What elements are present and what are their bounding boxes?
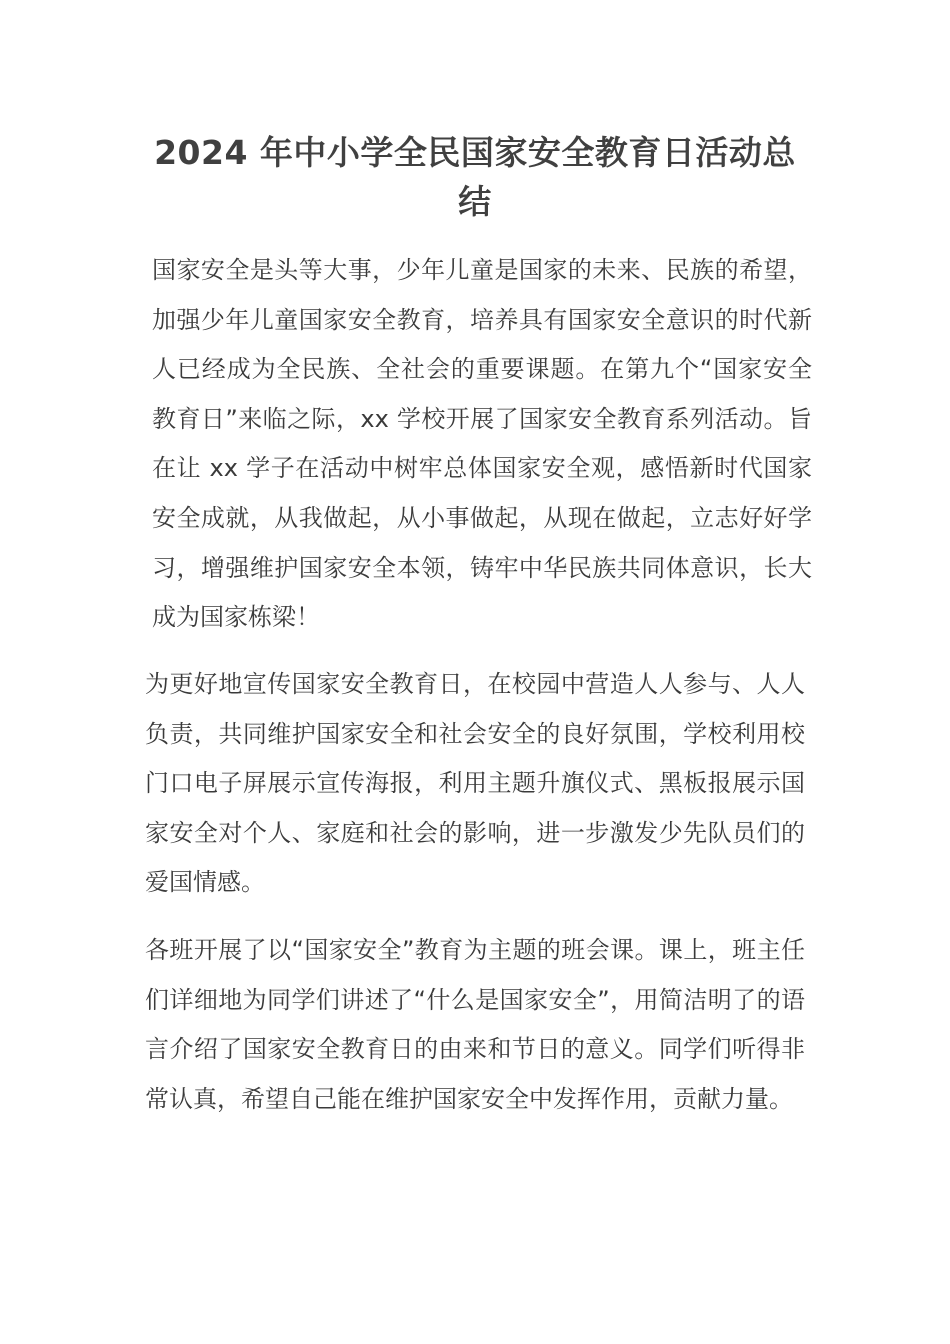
paragraph-campus-publicity: 为更好地宣传国家安全教育日，在校园中营造人人参与、人人负责，共同维护国家安全和社会安全的良好氛围，学校利用校门口电子屏展示宣传海报，利用主题升旗仪式、黑板报展示国家安全对个人、家庭和社会的影响，进一步激发少先队员们的爱国情感。 (145, 670, 805, 897)
document-title: 2024 年中小学全民国家安全教育日活动总结 (154, 133, 796, 221)
paragraph-class-meeting: 各班开展了以“国家安全”教育为主题的班会课。课上，班主任们详细地为同学们讲述了“什么是国家安全”，用简洁明了的语言介绍了国家安全教育日的由来和节日的意义。同学们听得非常认真，希望自己能在维护国家安全中发挥作用，贡献力量。 (145, 936, 805, 1113)
paragraph-intro: 国家安全是头等大事，少年儿童是国家的未来、民族的希望，加强少年儿童国家安全教育，培养具有国家安全意识的时代新人已经成为全民族、全社会的重要课题。在第九个“国家安全教育日”来临之际，xx 学校开展了国家安全教育系列活动。旨在让 xx 学子在活动中树牢总体国家安全观，感悟新时代国家安全成就，从我做起，从小事做起，从现在做起，立志好好学习，增强维护国家安全本领，铸牢中华民族共同体意识，长大成为国家栋梁！ (152, 256, 812, 632)
